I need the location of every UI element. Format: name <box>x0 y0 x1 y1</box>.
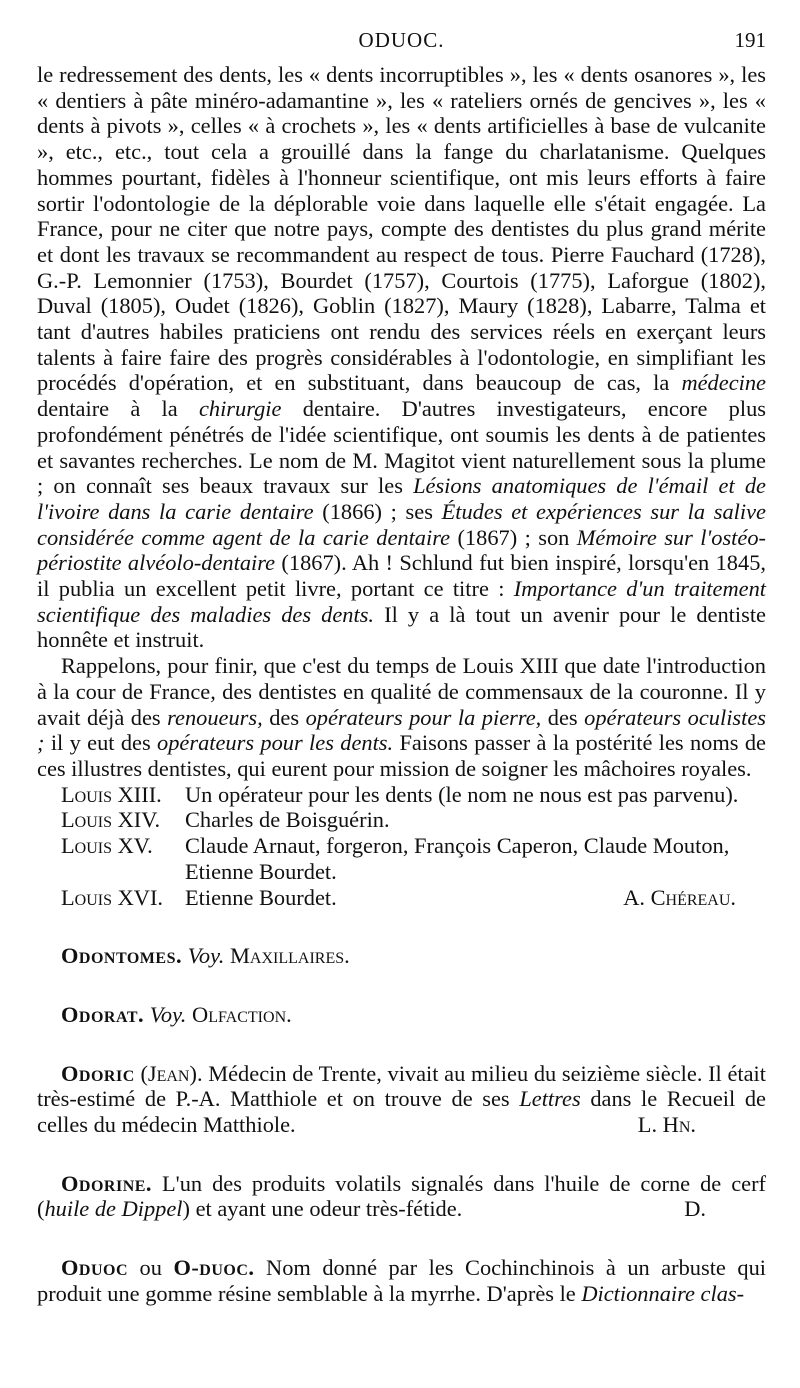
entry-oduoc <box>37 1255 766 1306</box>
paragraph-court-dentists <box>37 653 766 782</box>
text-run: Il y a là tout un avenir pour le dentiste honnête et instruit. <box>37 601 766 653</box>
text-run: le redressement des dents, les « dents incorruptibles », les « dents osanores », les « dentiers à pâte minéro-adamantine », les « rateliers ornés de gencives », les « dents à pivots », celles « à crochets », les « dents artificielles à base de vulcanite », etc., etc., tout cela a grouillé dans la fange du charlatanisme. Quelques hommes pourtant, fidèles à l'honneur scientifique, ont mis leurs efforts à faire sortir l'odontologie de la déplorable voie dans laquelle elle s'était engagée. La France, pour ne citer que notre pays, compte des dentistes du plus grand mérite et dont les travaux se recommandent au respect de tous. Pierre Fauchard (1728), G.-P. Lemonnier (1753), Bourdet (1757), Courtois (1775), Laforgue (1802), Duval (1805), Oudet (1826), Goblin (1827), Maury (1828), Labarre, Talma et tant d'autres habiles praticiens ont rendu des services réels en exerçant leurs talents à faire faire des progrès considérables à l'odontologie, en simplifiant les procédés d'opération, et en substituant, dans beaucoup de cas, la <box>37 62 766 396</box>
text-run: Médecin de Trente, vivait au milieu du seizième siècle. Il était très-estimé de P.-A. Matthiole et on trouve de ses <box>37 1060 766 1112</box>
entry-odorine <box>37 1171 766 1222</box>
king-name: Louis XIII. <box>61 781 162 807</box>
king-name: Louis XVI. <box>61 884 164 910</box>
royal-dentists-list <box>61 782 766 911</box>
page-number: 191 <box>734 28 766 52</box>
book-title: Mémoire sur l'ostéo-périostite alvéolo-dentaire <box>37 524 766 576</box>
text-run: (1867). Ah ! Schlund fut bien inspiré, lorsqu'en 1845, il publia un excellent petit livre, portant ce titre : <box>37 550 766 602</box>
entry-headword: Odontomes. <box>61 943 183 969</box>
entry-headword: Odorat. <box>61 1001 145 1027</box>
entry-headword: Oduoc <box>61 1255 129 1281</box>
text-run: Faisons passer à la postérité les noms de ces illustres dentistes, qui eurent pour mission de soigner les mâchoires royales. <box>37 730 766 781</box>
text-run: dans le Recueil de celles du médecin Matthiole. <box>37 1086 766 1138</box>
list-item <box>61 833 766 884</box>
list-item <box>61 885 766 911</box>
text-run: Nom donné par les Cochinchinois à un arbuste qui produit une gomme résine semblable à la myrrhe. D'après le <box>37 1255 766 1306</box>
italic-run: Lettres <box>519 1086 581 1112</box>
entry-headword: Odorine. <box>61 1170 153 1196</box>
author-signature: D. <box>684 1196 706 1222</box>
text-run: ) et ayant une odeur très-fétide. <box>182 1196 463 1222</box>
book-title: Importance d'un traitement scientifique des maladies des dents. <box>37 576 766 627</box>
text-run: dentaire à la <box>37 396 199 422</box>
italic-run: opérateurs pour la pierre, <box>305 704 542 730</box>
running-title: ODUOC. <box>358 28 445 52</box>
dentist-name <box>185 885 766 911</box>
cross-ref-voy: Voy. <box>187 943 225 969</box>
text-run: ou <box>128 1255 174 1281</box>
page <box>37 28 766 1307</box>
cross-ref-voy: Voy. <box>149 1001 187 1027</box>
king-name: Louis XIV. <box>61 807 161 833</box>
text-run: Rappelons, pour finir, que c'est du temps de Louis XIII que date l'introduction à la cour de France, des dentistes en qualité de commensaux de la couronne. Il y avait déjà des <box>37 653 766 730</box>
entry-odorat <box>37 1002 766 1028</box>
italic-run: opérateurs oculistes ; <box>37 704 766 756</box>
page-header <box>37 28 766 62</box>
list-item <box>61 807 766 833</box>
dentist-name-text: Etienne Bourdet. <box>185 884 337 910</box>
dentist-name: Claude Arnaut, forgeron, François Caperon, Claude Mouton, Etienne Bourdet. <box>185 833 730 884</box>
king-name: Louis XV. <box>61 833 153 859</box>
text-run: des <box>541 704 585 730</box>
text-run: des <box>262 704 306 730</box>
text-run: il y eut des <box>44 730 158 756</box>
italic-run: renoueurs, <box>167 704 263 730</box>
italic-run: opérateurs pour les dents. <box>157 730 394 756</box>
text-run: (1866) ; ses <box>313 498 442 524</box>
book-title: Lésions anatomiques de l'émail et de l'ivoire dans la carie dentaire <box>37 473 766 524</box>
text-run: (1867) ; son <box>450 524 577 550</box>
cross-ref-target: Maxillaires. <box>230 943 350 969</box>
dentist-name: Charles de Boisguérin. <box>185 807 390 833</box>
book-title: Études et expériences sur la salive considérée comme agent de la carie dentaire <box>37 498 766 550</box>
author-signature: L. Hn. <box>637 1112 696 1138</box>
paragraph-odontologie-history <box>37 62 766 653</box>
text-run: dentaire. D'autres investigateurs, encore plus profondément pénétrés de l'idée scientifique, ont soumis les dents à de patientes et savantes recherches. Le nom de M. Magitot vient naturellement sous la plume ; on connaît ses beaux travaux sur les <box>37 396 766 499</box>
entry-headword-alt: O-duoc. <box>173 1255 255 1281</box>
italic-run: chirurgie <box>198 396 282 422</box>
author-signature: A. Chéreau. <box>623 884 736 910</box>
list-item <box>61 782 766 808</box>
italic-run: médecine <box>681 370 766 396</box>
text-run: L'un des produits volatils signalés dans l'huile de corne de cerf ( <box>37 1170 766 1222</box>
entry-odoric <box>37 1061 766 1138</box>
dentist-name: Un opérateur pour les dents (le nom ne nous est pas parvenu). <box>185 781 739 807</box>
entry-headword: Odoric <box>61 1060 135 1086</box>
italic-run: huile de Dippel <box>44 1196 183 1222</box>
entry-odontomes <box>37 943 766 969</box>
italic-run: Dictionnaire clas- <box>581 1280 745 1306</box>
entry-forename: (Jean). <box>140 1060 203 1086</box>
cross-ref-target: Olfaction. <box>192 1001 292 1027</box>
